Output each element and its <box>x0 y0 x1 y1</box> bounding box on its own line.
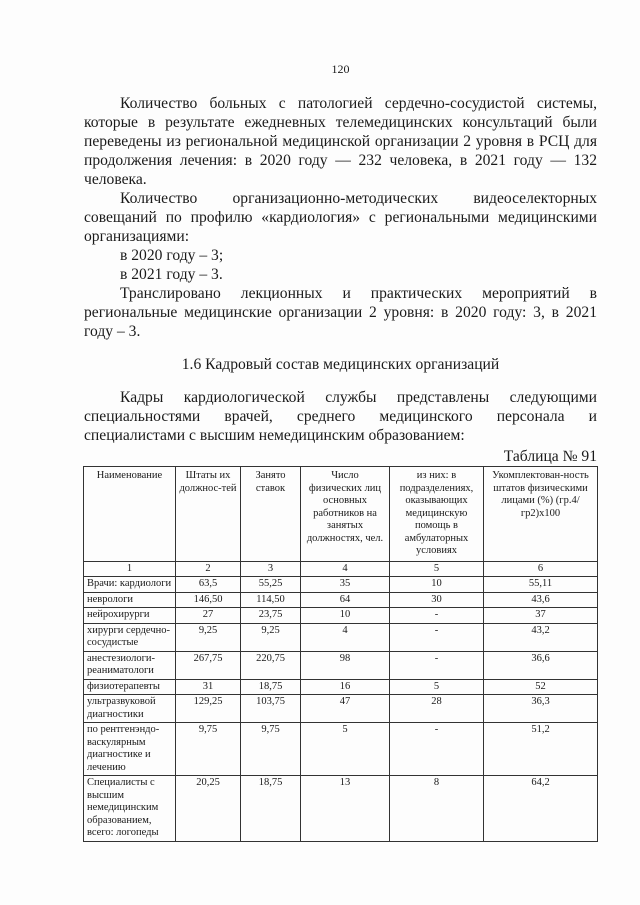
table-cell: 4 <box>301 623 390 651</box>
table-cell: 52 <box>484 679 598 695</box>
paragraph: в 2021 году – 3. <box>120 266 223 283</box>
table-row <box>84 723 598 776</box>
column-number-row <box>84 561 598 577</box>
table-cell: 267,75 <box>176 651 241 679</box>
table-cell: 98 <box>301 651 390 679</box>
table-cell: - <box>390 608 484 624</box>
column-number: 3 <box>241 561 301 577</box>
table-cell: 55,11 <box>484 577 598 593</box>
header-row <box>84 467 598 562</box>
table-cell: 36,6 <box>484 651 598 679</box>
table-cell: 55,25 <box>241 577 301 593</box>
table-cell: 103,75 <box>241 695 301 723</box>
column-header: Наименование <box>84 467 176 562</box>
table-row <box>84 651 598 679</box>
table-row <box>84 592 598 608</box>
row-label: анестезиологи-реаниматологи <box>84 651 176 679</box>
column-header: Число физических лиц основных работников на занятых должностях, чел. <box>301 467 390 562</box>
row-label: неврологи <box>84 592 176 608</box>
table-row <box>84 776 598 842</box>
paragraph: Кадры кардиологической службы представлены следующими специальностями врачей, среднего медицинского персонала и специалистами с высшим немедицинским образованием: <box>84 389 597 444</box>
table-cell: 16 <box>301 679 390 695</box>
table-container <box>83 466 597 842</box>
column-header: Занято ставок <box>241 467 301 562</box>
body-text <box>84 94 597 445</box>
table-cell: 10 <box>301 608 390 624</box>
table-cell: 220,75 <box>241 651 301 679</box>
column-number: 6 <box>484 561 598 577</box>
table-row <box>84 695 598 723</box>
column-header: из них: в подразделениях, оказывающих медицинскую помощь в амбулаторных условиях <box>390 467 484 562</box>
row-label: ультразвуковой диагностики <box>84 695 176 723</box>
table-cell: 30 <box>390 592 484 608</box>
row-label: нейрохирурги <box>84 608 176 624</box>
table-cell: 51,2 <box>484 723 598 776</box>
paragraph: Количество организационно-методических видеоселекторных совещаний по профилю «кардиология» с региональными медицинскими организациями: <box>84 190 597 245</box>
staff-table <box>83 466 598 842</box>
row-label: хирурги сердечно-сосудистые <box>84 623 176 651</box>
table-cell: 64 <box>301 592 390 608</box>
table-cell: - <box>390 723 484 776</box>
row-label: Специалисты с высшим немедицинским образованием, всего: логопеды <box>84 776 176 842</box>
table-cell: 23,75 <box>241 608 301 624</box>
paragraph: Транслировано лекционных и практических мероприятий в региональные медицинские организации 2 уровня: в 2020 году: 3, в 2021 году – 3. <box>84 285 597 340</box>
table-cell: 5 <box>301 723 390 776</box>
table-cell: 43,2 <box>484 623 598 651</box>
column-header: Штаты их должнос-тей <box>176 467 241 562</box>
table-cell: 114,50 <box>241 592 301 608</box>
table-cell: 9,75 <box>176 723 241 776</box>
table-cell: 9,25 <box>241 623 301 651</box>
table-cell: 5 <box>390 679 484 695</box>
page-number: 120 <box>331 62 350 76</box>
paragraph: Количество больных с патологией сердечно-сосудистой системы, которые в результате ежедневных телемедицинских консультаций были переведены из региональной медицинской организации 2 уровня в РСЦ для продолжения лечения: в 2020 году — 232 человека, в 2021 году — 132 человека. <box>84 95 597 188</box>
table-cell: 146,50 <box>176 592 241 608</box>
table-cell: 37 <box>484 608 598 624</box>
table-cell: 9,75 <box>241 723 301 776</box>
column-number: 1 <box>84 561 176 577</box>
table-cell: - <box>390 651 484 679</box>
paragraph: в 2020 году – 3; <box>120 247 224 264</box>
table-cell: 35 <box>301 577 390 593</box>
table-cell: 63,5 <box>176 577 241 593</box>
table-row <box>84 679 598 695</box>
table-row <box>84 608 598 624</box>
row-label: физиотерапевты <box>84 679 176 695</box>
table-cell: 129,25 <box>176 695 241 723</box>
table-cell: 31 <box>176 679 241 695</box>
section-heading: 1.6 Кадровый состав медицинских организаций <box>181 356 500 373</box>
table-cell: 43,6 <box>484 592 598 608</box>
table-caption: Таблица № 91 <box>503 448 597 465</box>
column-number: 5 <box>390 561 484 577</box>
table-cell: 18,75 <box>241 679 301 695</box>
table-cell: 64,2 <box>484 776 598 842</box>
column-header: Укомплектован-ность штатов физическими лицами (%) (гр.4/гр2)х100 <box>484 467 598 562</box>
table-cell: 9,25 <box>176 623 241 651</box>
table-cell: 20,25 <box>176 776 241 842</box>
table-cell: - <box>390 623 484 651</box>
column-number: 2 <box>176 561 241 577</box>
column-number: 4 <box>301 561 390 577</box>
table-cell: 10 <box>390 577 484 593</box>
table-cell: 8 <box>390 776 484 842</box>
table-row <box>84 577 598 593</box>
table-cell: 18,75 <box>241 776 301 842</box>
table-cell: 13 <box>301 776 390 842</box>
table-cell: 36,3 <box>484 695 598 723</box>
row-label: по рентгенэндо-васкулярным диагностике и лечению <box>84 723 176 776</box>
row-label: Врачи: кардиологи <box>84 577 176 593</box>
table-row <box>84 623 598 651</box>
table-cell: 27 <box>176 608 241 624</box>
table-cell: 47 <box>301 695 390 723</box>
table-cell: 28 <box>390 695 484 723</box>
